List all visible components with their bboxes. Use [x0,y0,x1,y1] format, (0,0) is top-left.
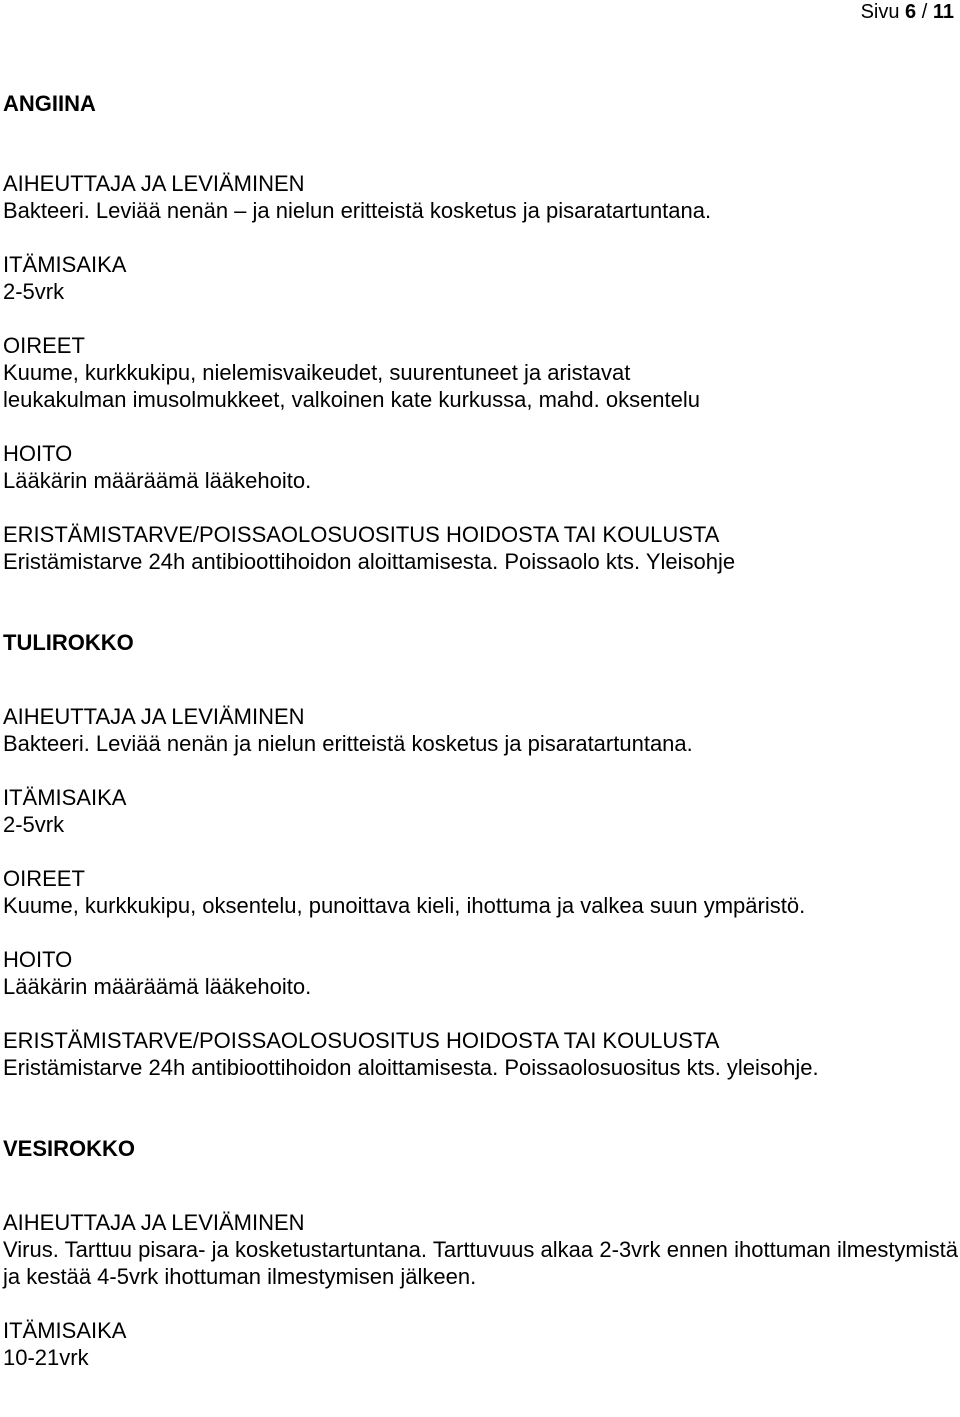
disease-section-tulirokko [3,630,958,1081]
section-heading: HOITO [3,947,73,972]
info-section [3,703,958,757]
section-body: 2-5vrk [3,812,65,837]
disease-title: TULIROKKO [3,630,134,655]
info-section [3,1027,958,1081]
disease-title: VESIROKKO [3,1136,136,1161]
page-number-total: 11 [932,1,954,23]
info-section [3,440,958,494]
page-number-current: 6 [905,1,917,23]
section-heading: ITÄMISAIKA [3,785,127,810]
info-section [3,251,958,305]
section-heading: OIREET [3,333,85,358]
section-heading: ERISTÄMISTARVE/POISSAOLOSUOSITUS HOIDOSTA TAI KOULUSTA [3,1028,720,1053]
section-body: Lääkärin määräämä lääkehoito. [3,974,312,999]
section-body: Eristämistarve 24h antibioottihoidon aloittamisesta. Poissaolo kts. Yleisohje [3,549,736,574]
section-heading: ERISTÄMISTARVE/POISSAOLOSUOSITUS HOIDOSTA TAI KOULUSTA [3,522,720,547]
info-section [3,784,958,838]
info-section [3,521,958,575]
section-body: Eristämistarve 24h antibioottihoidon aloittamisesta. Poissaolosuositus kts. yleisohje. [3,1055,819,1080]
section-heading: AIHEUTTAJA JA LEVIÄMINEN [3,704,305,729]
section-heading: OIREET [3,866,85,891]
section-body: Bakteeri. Leviää nenän – ja nielun eritteistä kosketus ja pisaratartuntana. [3,198,712,223]
section-body: Kuume, kurkkukipu, oksentelu, punoittava kieli, ihottuma ja valkea suun ympäristö. [3,893,806,918]
page-number [861,0,954,24]
section-body: 2-5vrk [3,279,65,304]
info-section [3,1317,958,1371]
disease-title: ANGIINA [3,91,96,116]
info-section [3,865,958,919]
section-body: Lääkärin määräämä lääkehoito. [3,468,312,493]
section-body: Virus. Tarttuu pisara- ja kosketustartuntana. Tarttuvuus alkaa 2-3vrk ennen ihottuman ilmestymistä ja kestää 4-5vrk ihottuman ilmestymisen jälkeen. [3,1237,958,1289]
info-section [3,1209,958,1290]
disease-section-vesirokko [3,1136,958,1371]
section-heading: AIHEUTTAJA JA LEVIÄMINEN [3,171,305,196]
section-body: Kuume, kurkkukipu, nielemisvaikeudet, suurentuneet ja aristavat leukakulman imusolmukkeet, valkoinen kate kurkussa, mahd. oksentelu [3,360,701,412]
info-section [3,170,958,224]
section-body: 10-21vrk [3,1345,89,1370]
section-heading: HOITO [3,441,73,466]
page-number-separator: / [916,1,933,23]
section-heading: ITÄMISAIKA [3,1318,127,1343]
info-section [3,946,958,1000]
disease-section-angiina [3,91,958,575]
page-number-prefix: Sivu [860,1,906,23]
info-section [3,332,958,413]
section-heading: ITÄMISAIKA [3,252,127,277]
document-content [3,91,958,1371]
section-body: Bakteeri. Leviää nenän ja nielun eritteistä kosketus ja pisaratartuntana. [3,731,693,756]
section-heading: AIHEUTTAJA JA LEVIÄMINEN [3,1210,305,1235]
